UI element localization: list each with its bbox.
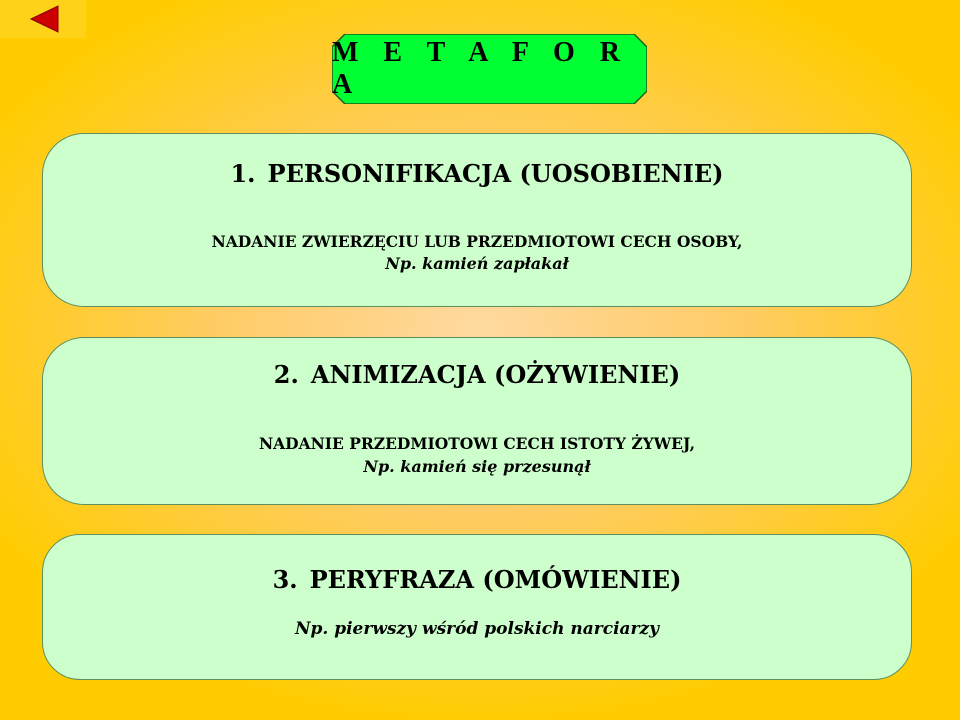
card-peryfraza bbox=[42, 534, 912, 680]
card-heading bbox=[43, 360, 911, 390]
card-animizacja bbox=[42, 337, 912, 505]
card-description: NADANIE ZWIERZĘCIU LUB PRZEDMIOTOWI CECH OSOBY, bbox=[211, 232, 743, 251]
card-heading bbox=[43, 565, 911, 595]
card-heading-text: PERYFRAZA (OMÓWIENIE) bbox=[309, 565, 682, 594]
card-heading-text: ANIMIZACJA (OŻYWIENIE) bbox=[310, 360, 681, 389]
back-button[interactable] bbox=[0, 0, 86, 38]
card-example: Np. kamień zapłakał bbox=[385, 254, 569, 273]
card-number: 3. bbox=[272, 565, 298, 594]
card-example: Np. pierwszy wśród polskich narciarzy bbox=[294, 619, 660, 639]
card-number: 1. bbox=[230, 159, 256, 188]
card-example: Np. kamień się przesunął bbox=[363, 457, 591, 476]
card-personifikacja bbox=[42, 133, 912, 307]
card-heading-text: PERSONIFIKACJA (UOSOBIENIE) bbox=[267, 159, 724, 188]
triangle-left-icon bbox=[30, 5, 60, 33]
card-number: 2. bbox=[273, 360, 299, 389]
page-title: M E T A F O R A bbox=[332, 37, 629, 100]
card-heading bbox=[43, 159, 911, 189]
title-badge bbox=[332, 34, 647, 104]
card-description: NADANIE PRZEDMIOTOWI CECH ISTOTY ŻYWEJ, bbox=[258, 434, 696, 453]
